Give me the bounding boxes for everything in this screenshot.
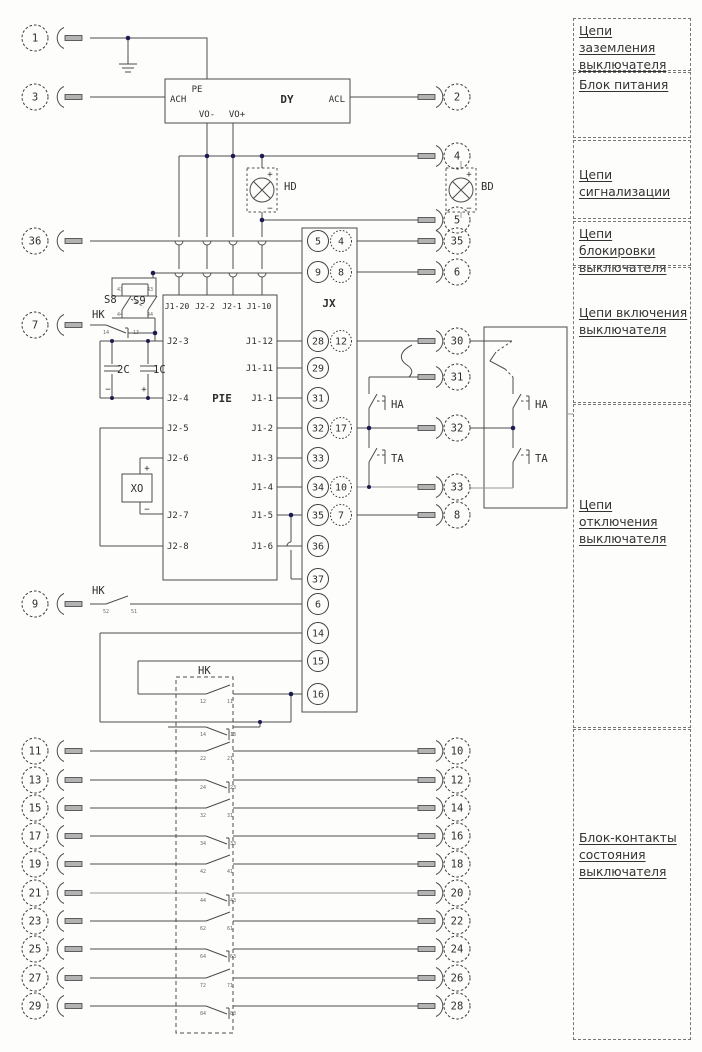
contact-pin: 72 (199, 983, 207, 989)
terminal (22, 767, 82, 793)
hk-aux-contacts (206, 685, 230, 1019)
pie-pin: J1-4 (251, 483, 273, 493)
plus-sign: + (466, 170, 472, 180)
hk-contact-7 (92, 309, 139, 336)
pie-pin: J1-2 (251, 424, 273, 434)
minus-sign: − (105, 385, 111, 395)
section-label: Цепи (579, 168, 613, 182)
jx-terminal: 9 (314, 267, 322, 279)
terminal (418, 965, 470, 991)
jx-terminal: 33 (311, 453, 325, 465)
dy-pin-vo-plus: VO+ (228, 110, 246, 120)
terminal (22, 738, 82, 764)
s8-label: S8 (104, 294, 117, 306)
terminal-number: 25 (28, 943, 42, 956)
terminal (418, 936, 470, 962)
terminal-number: 29 (28, 1000, 42, 1013)
section-power-supply (573, 72, 691, 138)
jx-terminal: 37 (311, 574, 325, 586)
contact-pin: 31 (226, 813, 234, 819)
section-signaling (573, 140, 691, 219)
plus-sign: + (267, 170, 273, 180)
jx-block (302, 228, 357, 712)
jx-terminal: 7 (337, 510, 345, 522)
terminal-number: 7 (31, 319, 39, 332)
terminal-number: 12 (450, 774, 464, 787)
terminal-number: 9 (31, 598, 39, 611)
pie-name: PIE (212, 392, 232, 405)
ta-label: TA (391, 453, 404, 465)
wiring (90, 38, 573, 1033)
contact-pin: 43 (146, 287, 154, 293)
section-aux-contacts (573, 729, 691, 1040)
pie-pin: J2-6 (167, 454, 189, 464)
section-label: выключателя (579, 865, 667, 879)
contact-pin: 83 (229, 1011, 237, 1017)
ha-label: HA (391, 399, 404, 411)
contact-pin: 22 (199, 756, 207, 762)
terminal-number: 5 (453, 214, 461, 227)
section-label: сигнализации (579, 185, 671, 199)
terminal (418, 259, 470, 285)
ha-ta-left (391, 399, 404, 465)
jx-terminal: 32 (311, 423, 325, 435)
jx-terminal: 17 (334, 423, 348, 435)
terminal-number: 8 (453, 509, 461, 522)
terminal (418, 823, 470, 849)
terminal-number: 35 (450, 235, 464, 248)
hk-label: HK (92, 585, 105, 597)
dy-pin-pe: PE (191, 85, 203, 95)
section-grounding (573, 18, 691, 71)
pie-pin: J1-3 (251, 454, 273, 464)
terminal (418, 993, 470, 1019)
terminal-number: 10 (450, 745, 464, 758)
pie-pin: J1-11 (245, 364, 273, 374)
bd-lamp-label: BD (481, 181, 494, 193)
terminal-number: 26 (450, 972, 464, 985)
terminal-number: 18 (450, 858, 464, 871)
terminal-number: 22 (450, 915, 464, 928)
contact-pin: 42 (199, 869, 207, 875)
terminal-number: 36 (28, 235, 42, 248)
terminal (418, 364, 470, 390)
jx-terminal: 8 (337, 267, 345, 279)
contact-pin: 44 (199, 898, 207, 904)
terminal (22, 993, 82, 1019)
minus-sign: − (466, 204, 472, 214)
pie-block (163, 295, 277, 580)
contact-pin: 13 (229, 732, 237, 738)
section-label: состояния (579, 848, 646, 862)
section-label: выключателя (579, 323, 667, 337)
contact-pin: 63 (229, 954, 237, 960)
ta-label: TA (535, 453, 548, 465)
s9-label: S9 (133, 295, 146, 307)
plus-sign: + (141, 385, 147, 395)
minus-sign: − (267, 204, 273, 214)
bd-lamp (446, 161, 494, 218)
terminal-number: 4 (453, 150, 461, 163)
contact-pin: 43 (116, 287, 124, 293)
contact-pin: 14 (102, 330, 110, 336)
section-closing (573, 267, 691, 403)
contact-pin: 44 (116, 312, 124, 318)
pie-pin: J2-7 (167, 511, 189, 521)
section-label: Цепи заземления (579, 24, 656, 55)
jx-terminal: 10 (334, 482, 348, 494)
jx-terminal: 5 (314, 236, 322, 248)
minus-sign: − (144, 505, 150, 515)
terminal (418, 84, 470, 110)
section-label: выключателя (579, 261, 667, 275)
contact-pin: 21 (226, 756, 234, 762)
contact-pin: 23 (229, 785, 237, 791)
jx-terminal: 14 (311, 628, 325, 640)
contact-pin: 62 (199, 926, 207, 932)
hd-lamp (247, 168, 297, 214)
pie-pin: J2-2 (195, 301, 215, 311)
terminal (418, 143, 470, 169)
section-label: Блок питания (579, 78, 669, 92)
contact-pin: 11 (226, 699, 234, 705)
contact-pin: 34 (199, 841, 207, 847)
terminal (418, 908, 470, 934)
terminal-number: 11 (28, 745, 42, 758)
terminal-number: 16 (450, 830, 464, 843)
hk-label: HK (198, 665, 211, 677)
jx-terminal: 15 (311, 656, 325, 668)
terminal (418, 328, 470, 354)
terminal (418, 851, 470, 877)
terminal (22, 25, 82, 51)
terminal (418, 880, 470, 906)
terminal-number: 32 (450, 422, 464, 435)
terminal (418, 474, 470, 500)
terminal-number: 6 (453, 266, 461, 279)
contact-pin: 44 (146, 312, 154, 318)
jx-name: JX (322, 297, 336, 310)
pie-pin: J1-6 (251, 542, 273, 552)
terminal-number: 3 (31, 91, 39, 104)
dy-pin-acl: ACL (328, 95, 345, 105)
contact-pin: 84 (199, 1011, 207, 1017)
jx-terminal: 16 (311, 689, 325, 701)
jx-terminal: 28 (311, 336, 325, 348)
contact-pin: 12 (199, 699, 207, 705)
terminal (22, 312, 82, 338)
contact-pin: 61 (226, 926, 234, 932)
cap-1c-label: 1C (153, 364, 166, 376)
terminal-number: 27 (28, 972, 42, 985)
contact-pin: 64 (199, 954, 207, 960)
terminal-number: 33 (450, 481, 464, 494)
jx-terminal: 6 (314, 599, 322, 611)
terminal-number: 13 (28, 774, 42, 787)
terminal-number: 14 (450, 802, 464, 815)
pie-pin: J2-4 (167, 394, 189, 404)
contact-pin: 71 (226, 983, 234, 989)
terminal (418, 502, 470, 528)
pie-pin: J2-5 (167, 424, 189, 434)
terminal (22, 965, 82, 991)
contact-pin: 13 (132, 330, 140, 336)
terminal-number: 28 (450, 1000, 464, 1013)
contact-pin: 24 (199, 785, 207, 791)
pie-pin: J1-20 (164, 301, 190, 311)
pie-pin: J1-1 (251, 394, 273, 404)
hk-aux-switch-label (198, 665, 211, 677)
terminal-number: 21 (28, 887, 42, 900)
terminal-number: 20 (450, 887, 464, 900)
section-interlock (573, 221, 691, 275)
section-label: Цепи отключения (579, 498, 658, 529)
terminal-number: 23 (28, 915, 42, 928)
cap-2c-label: 2C (117, 364, 130, 376)
terminal (418, 738, 470, 764)
jx-terminal: 35 (311, 510, 325, 522)
terminal-number: 15 (28, 802, 42, 815)
terminal (418, 767, 470, 793)
terminal-number: 24 (450, 943, 464, 956)
hd-lamp-label: HD (284, 181, 297, 193)
terminal (22, 908, 82, 934)
contact-pin: 14 (199, 732, 207, 738)
right-terminals (418, 84, 470, 1019)
terminal (22, 795, 82, 821)
s8-s9-contacts (104, 287, 153, 318)
hk-label: HK (92, 309, 105, 321)
capacitor-1c (140, 364, 166, 395)
contact-pin: 33 (229, 841, 237, 847)
pie-pin: J2-8 (167, 542, 189, 552)
terminal-number: 17 (28, 830, 42, 843)
section-label: Блок-контакты (579, 831, 677, 845)
ha-label: HA (535, 399, 548, 411)
xo-block (122, 464, 152, 515)
contact-pin: 43 (229, 898, 237, 904)
terminal (418, 795, 470, 821)
terminal (22, 823, 82, 849)
left-terminals (22, 25, 82, 1019)
section-label: Цепи блокировки (579, 227, 656, 258)
dy-pin-vo-minus: VO- (198, 110, 216, 120)
jx-terminal: 34 (311, 482, 325, 494)
pie-pin: J2-3 (167, 337, 189, 347)
terminal-number: 1 (31, 32, 39, 45)
jx-terminal: 31 (311, 393, 325, 405)
plus-sign: + (144, 464, 150, 474)
contact-pin: 41 (226, 869, 234, 875)
pie-pin: J1-10 (246, 301, 272, 311)
terminal (22, 84, 82, 110)
section-label: выключателя (579, 58, 667, 72)
jx-terminal: 4 (337, 236, 345, 248)
terminal (418, 415, 470, 441)
pie-pin: J1-5 (251, 511, 273, 521)
contact-pin: 52 (102, 609, 110, 615)
contact-pin: 32 (199, 813, 207, 819)
terminal-number: 19 (28, 858, 42, 871)
hk-contact-9 (92, 585, 137, 615)
capacitor-2c (104, 364, 130, 395)
contact-pin: 51 (130, 609, 138, 615)
pie-pin: J1-12 (245, 337, 273, 347)
terminal-number: 2 (453, 91, 461, 104)
ha-ta-right (535, 399, 548, 465)
terminal (22, 591, 82, 617)
terminal (22, 880, 82, 906)
xo-name: XO (130, 483, 144, 495)
jx-terminal: 29 (311, 363, 325, 375)
terminal (22, 936, 82, 962)
terminal-number: 30 (450, 335, 464, 348)
section-label: выключателя (579, 532, 667, 546)
jx-terminal: 36 (311, 541, 325, 553)
jx-terminal: 12 (334, 336, 348, 348)
terminal (22, 228, 82, 254)
terminal (22, 851, 82, 877)
terminal-number: 31 (450, 371, 464, 384)
section-label: Цепи включения (579, 306, 688, 320)
dy-block (165, 79, 350, 123)
dy-pin-ach: ACH (170, 95, 187, 105)
section-opening (573, 404, 691, 728)
pie-pin: J2-1 (222, 301, 242, 311)
dy-name: DY (280, 93, 294, 106)
